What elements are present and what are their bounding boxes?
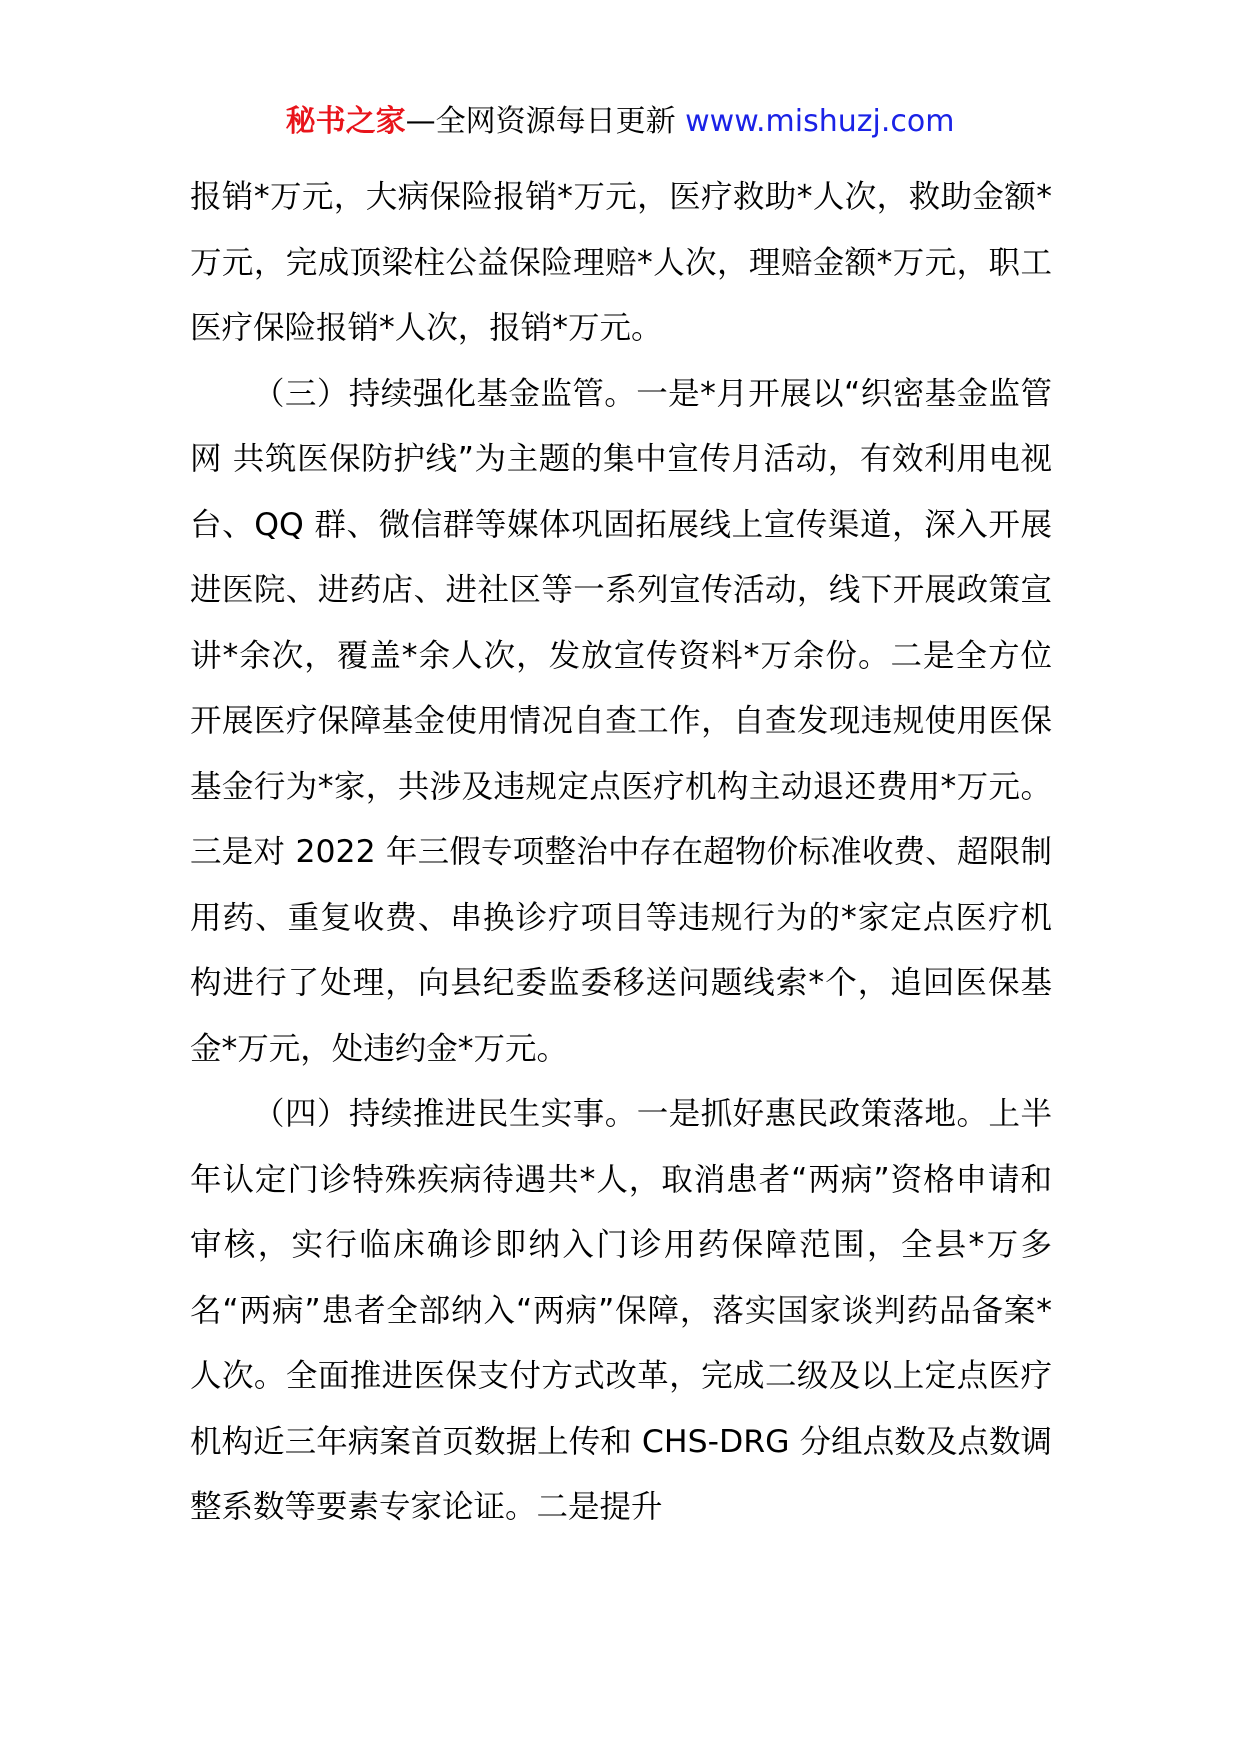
paragraph-continuation: 报销*万元，大病保险报销*万元，医疗救助*人次，救助金额*万元，完成顶梁柱公益保险理赔*人次，理赔金额*万元，职工医疗保险报销*人次，报销*万元。 [190,179,1052,346]
document-body [190,165,1052,1541]
page-header [0,100,1240,144]
paragraph-fund-supervision: （三）持续强化基金监管。一是*月开展以“织密基金监管网 共筑医保防护线”为主题的集中宣传月活动，有效利用电视台、QQ 群、微信群等媒体巩固拓展线上宣传渠道，深入开展进医院、进药店、进社区等一系列宣传活动，线下开展政策宣讲*余次，覆盖*余人次，发放宣传资料*万余份。二是全方位开展医疗保障基金使用情况自查工作，自查发现违规使用医保基金行为*家，共涉及违规定点医疗机构主动退还费用*万元。三是对 2022 年三假专项整治中存在超物价标准收费、超限制用药、重复收费、串换诊疗项目等违规行为的*家定点医疗机构进行了处理，向县纪委监委移送问题线索*个，追回医保基金*万元，处违约金*万元。 [190,375,1052,1067]
site-url-link[interactable]: www.mishuzj.com [685,104,955,139]
paragraph-livelihood-affairs: （四）持续推进民生实事。一是抓好惠民政策落地。上半年认定门诊特殊疾病待遇共*人，取消患者“两病”资格申请和审核，实行临床确诊即纳入门诊用药保障范围，全县*万多名“两病”患者全部纳入“两病”保障，落实国家谈判药品备案*人次。全面推进医保支付方式改革，完成二级及以上定点医疗机构近三年病案首页数据上传和 CHS-DRG 分组点数及点数调整系数等要素专家论证。二是提升 [190,1096,1052,1525]
site-brand: 秘书之家 [285,104,406,139]
site-tagline: —全网资源每日更新 [405,104,676,139]
